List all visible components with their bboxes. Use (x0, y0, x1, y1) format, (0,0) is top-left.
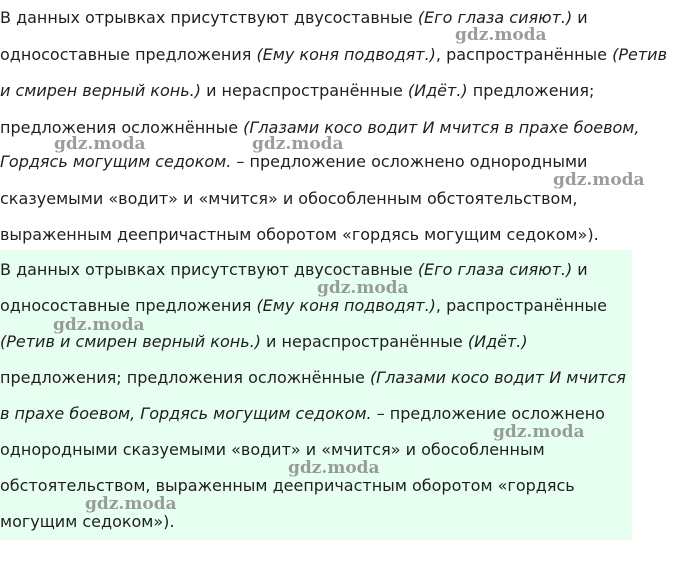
text-segment: В данных отрывках присутствуют двусоставные (0, 260, 418, 279)
text-segment: сказуемыми «водит» и «мчится» и обособленным обстоятельством, (0, 189, 578, 208)
italic-example: в прахе боевом, Гордясь могущим седоком. (0, 404, 372, 423)
text-segment: предложения осложнённые (0, 118, 244, 137)
text-line (0, 258, 588, 282)
watermark: gdz.moda (54, 134, 146, 154)
text-line (0, 43, 667, 67)
italic-example: (Глазами косо водит И мчится (369, 368, 626, 387)
text-segment: односоставные предложения (0, 45, 257, 64)
text-segment: и (572, 260, 588, 279)
italic-example: (Ему коня подводят.) (256, 296, 436, 315)
watermark: gdz.moda (455, 25, 547, 45)
italic-example: (Ему коня подводят.) (256, 45, 436, 64)
watermark: gdz.moda (288, 458, 380, 478)
watermark: gdz.moda (553, 170, 645, 190)
italic-example: (Его глаза сияют.) (417, 8, 573, 27)
text-segment: обстоятельством, выраженным деепричастным оборотом «гордясь (0, 476, 575, 495)
text-segment: выраженным деепричастным оборотом «гордясь могущим седоком»). (0, 225, 599, 244)
text-line (0, 79, 594, 103)
watermark: gdz.moda (317, 278, 409, 298)
italic-example: (Глазами косо водит И мчится в прахе боевом, (243, 118, 640, 137)
watermark: gdz.moda (53, 315, 145, 335)
text-segment: могущим седоком»). (0, 512, 175, 531)
text-segment: однородными сказуемыми «водит» и «мчится» и обособленным (0, 440, 545, 459)
italic-example: Гордясь могущим седоком. (0, 152, 232, 171)
italic-example: (Идёт.) (467, 332, 528, 351)
text-segment: – предложение осложнено (371, 404, 605, 423)
watermark: gdz.moda (252, 134, 344, 154)
text-line (0, 438, 545, 462)
text-line (0, 187, 577, 211)
text-line (0, 366, 626, 390)
italic-example: (Его глаза сияют.) (417, 260, 573, 279)
italic-example: (Ретив и смирен верный конь.) (0, 332, 261, 351)
text-line (0, 223, 599, 247)
italic-example: (Ретив (612, 45, 667, 64)
text-segment: односоставные предложения (0, 296, 257, 315)
text-segment: и нераспространённые (200, 81, 408, 100)
watermark: gdz.moda (493, 422, 585, 442)
watermark: gdz.moda (85, 494, 177, 514)
text-segment: , распространённые (435, 296, 608, 315)
text-segment: – предложение осложнено однородными (231, 152, 588, 171)
text-segment: предложения; предложения осложнённые (0, 368, 370, 387)
italic-example: и смирен верный конь.) (0, 81, 201, 100)
italic-example: (Идёт.) (407, 81, 468, 100)
text-segment: В данных отрывках присутствуют двусоставные (0, 8, 418, 27)
text-segment: , распространённые (435, 45, 613, 64)
text-segment: и (572, 8, 588, 27)
text-segment: и нераспространённые (260, 332, 468, 351)
text-segment: предложения; (467, 81, 595, 100)
